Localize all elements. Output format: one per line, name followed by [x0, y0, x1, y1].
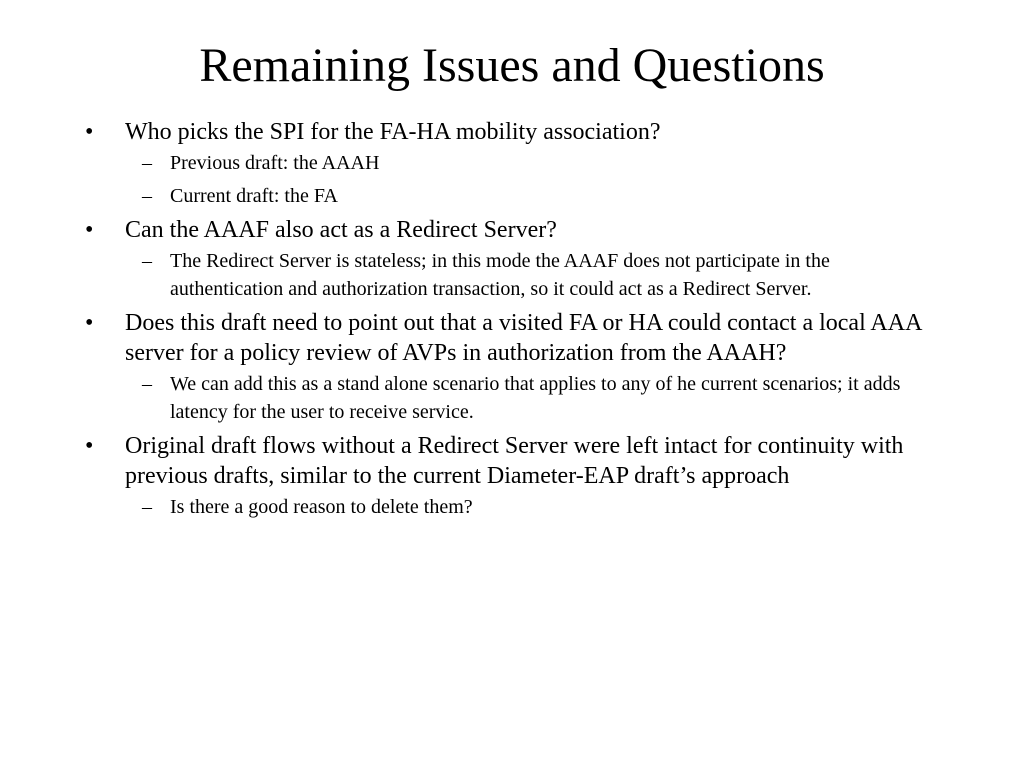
bullet-marker: • — [85, 217, 94, 243]
sub-bullet-text: Is there a good reason to delete them? — [170, 496, 473, 518]
sub-bullet-list — [85, 493, 935, 521]
dash-marker: – — [142, 185, 152, 207]
bullet-marker: • — [85, 310, 94, 336]
sub-bullet-item — [125, 247, 935, 303]
bullet-text: Can the AAAF also act as a Redirect Server? — [125, 217, 557, 243]
sub-bullet-item — [125, 149, 935, 177]
sub-bullet-item — [125, 370, 935, 426]
sub-bullet-text: Current draft: the FA — [170, 185, 338, 207]
bullet-text: Does this draft need to point out that a visited FA or HA could contact a local AAA server for a policy review of AVPs in authorization from the AAAH? — [125, 310, 922, 366]
bullet-item — [85, 431, 935, 521]
sub-bullet-text: Previous draft: the AAAH — [170, 152, 380, 174]
bullet-item — [85, 215, 935, 303]
bullet-marker: • — [85, 433, 94, 459]
sub-bullet-list — [85, 247, 935, 303]
sub-bullet-list — [85, 149, 935, 210]
sub-bullet-item — [125, 493, 935, 521]
slide-title: Remaining Issues and Questions — [199, 39, 825, 92]
bullet-list — [85, 117, 935, 526]
bullet-text: Who picks the SPI for the FA-HA mobility association? — [125, 119, 661, 145]
sub-bullet-list — [85, 370, 935, 426]
bullet-marker: • — [85, 119, 94, 145]
bullet-item — [85, 308, 935, 426]
dash-marker: – — [142, 373, 152, 395]
bullet-text: Original draft flows without a Redirect Server were left intact for continuity with previous drafts, similar to the current Diameter-EAP draft’s approach — [125, 433, 904, 489]
dash-marker: – — [142, 250, 152, 272]
sub-bullet-text: We can add this as a stand alone scenario that applies to any of he current scenarios; it adds latency for the user to receive service. — [170, 373, 901, 423]
sub-bullet-text: The Redirect Server is stateless; in this mode the AAAF does not participate in the authentication and authorization transaction, so it could act as a Redirect Server. — [170, 250, 830, 300]
bullet-item — [85, 117, 935, 210]
dash-marker: – — [142, 496, 152, 518]
dash-marker: – — [142, 152, 152, 174]
sub-bullet-item — [125, 182, 935, 210]
